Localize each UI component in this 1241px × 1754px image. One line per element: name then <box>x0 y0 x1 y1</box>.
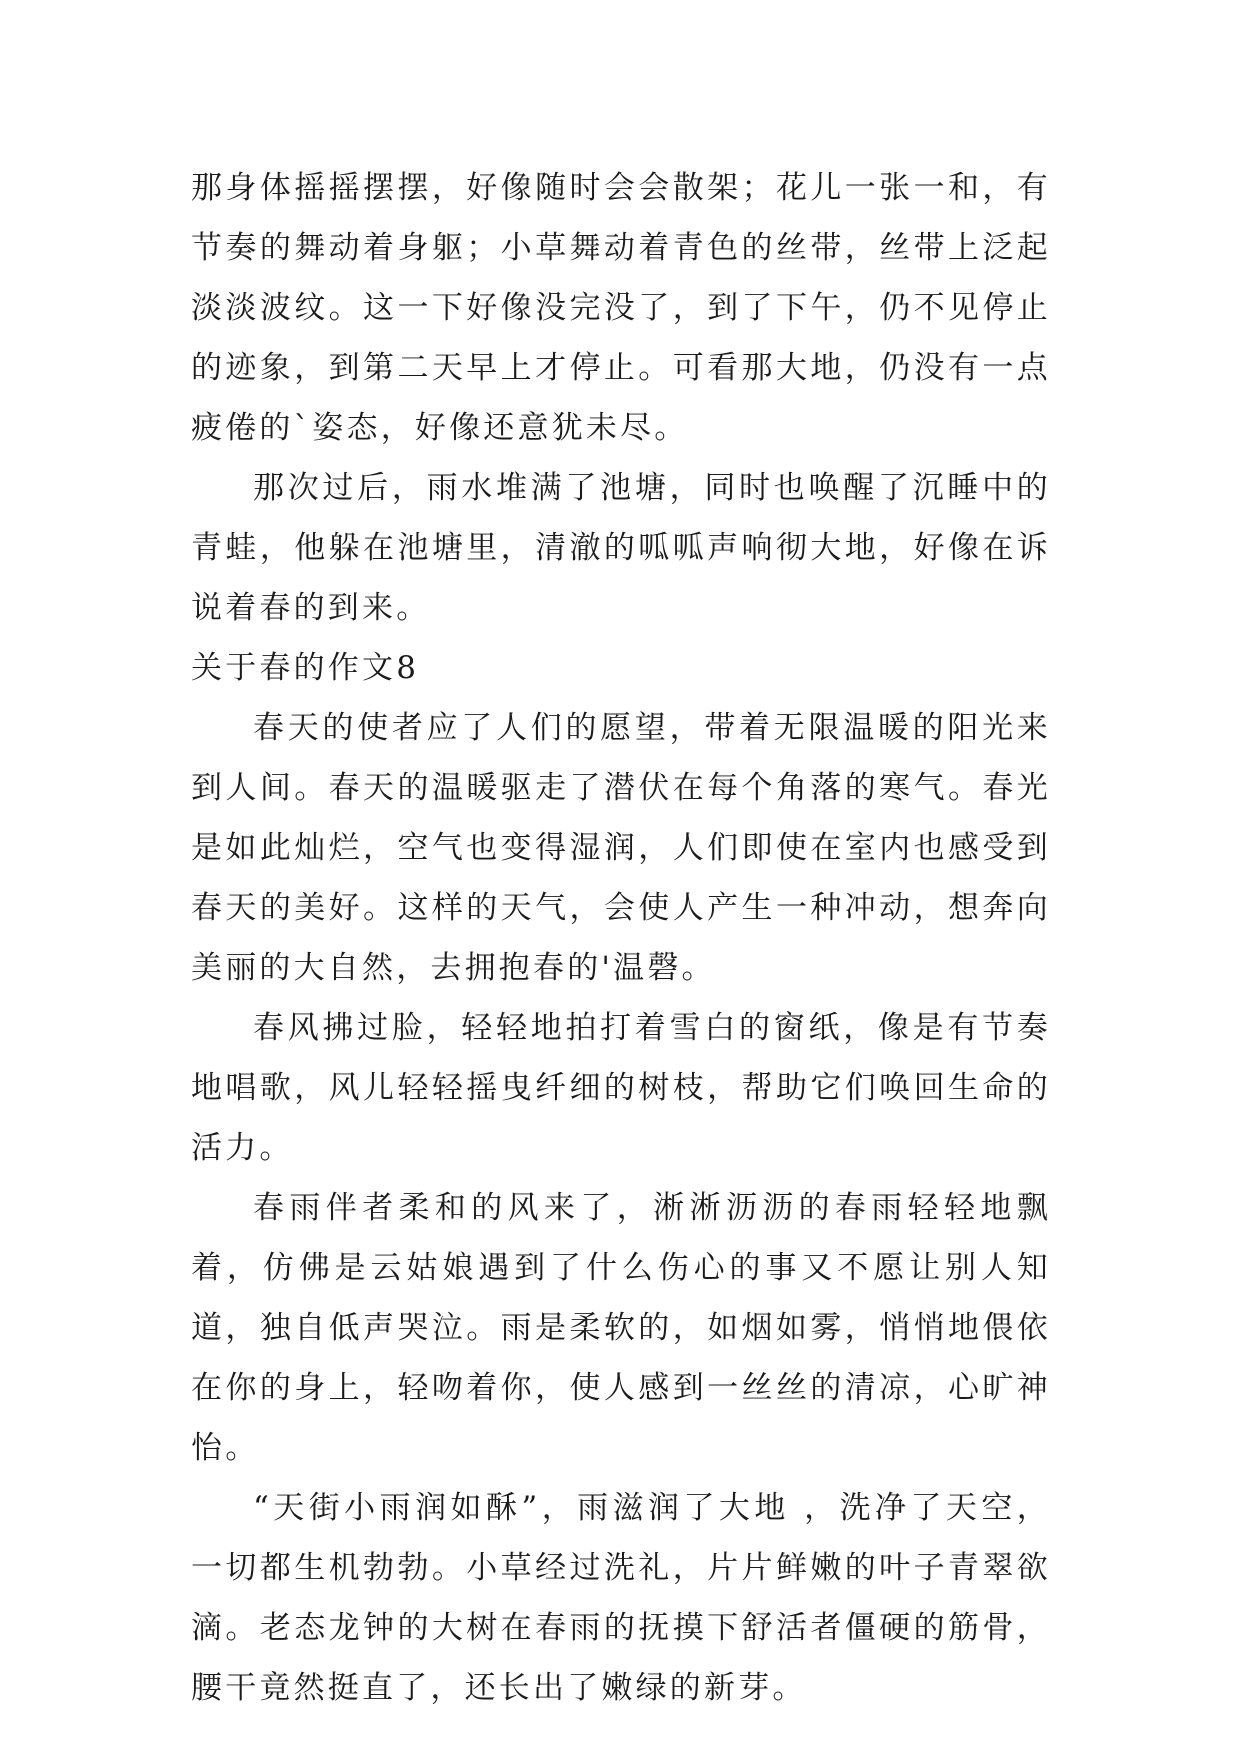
paragraph-after-rain: 那次过后，雨水堆满了池塘，同时也唤醒了沉睡中的青蛙，他躲在池塘里，清澈的呱呱声响彻大地，好像在诉说着春的到来。 <box>191 470 1051 626</box>
paragraph-spring-rain: 春雨伴者柔和的风来了，淅淅沥沥的春雨轻轻地飘着，仿佛是云姑娘遇到了什么伤心的事又不愿让别人知道，独自低声哭泣。雨是柔软的，如烟如雾，悄悄地偎依在你的身上，轻吻着你，使人感到一丝丝的清凉，心旷神怡。 <box>191 1190 1051 1466</box>
paragraph-spring-wind: 春风拂过脸，轻轻地拍打着雪白的窗纸，像是有节奏地唱歌，风儿轻轻摇曳纤细的树枝，帮助它们唤回生命的活力。 <box>191 1010 1051 1166</box>
continued-paragraph: 那身体摇摇摆摆，好像随时会会散架；花儿一张一和，有节奏的舞动着身躯；小草舞动着青色的丝带，丝带上泛起淡淡波纹。这一下好像没完没了，到了下午，仍不见停止的迹象，到第二天早上才停止。可看那大地，仍没有一点疲倦的`姿态，好像还意犹未尽。 <box>191 170 1051 446</box>
paragraph-spring-envoy: 春天的使者应了人们的愿望，带着无限温暖的阳光来到人间。春天的温暖驱走了潜伏在每个角落的寒气。春光是如此灿烂，空气也变得湿润，人们即使在室内也感受到春天的美好。这样的天气，会使人产生一种冲动，想奔向美丽的大自然，去拥抱春的'温磬。 <box>191 710 1051 986</box>
document-body <box>191 158 1051 1718</box>
paragraph-rain-nourish: “天街小雨润如酥”，雨滋润了大地 ，洗净了天空，一切都生机勃勃。小草经过洗礼，片片鲜嫩的叶子青翠欲滴。老态龙钟的大树在春雨的抚摸下舒活者僵硬的筋骨，腰干竟然挺直了，还长出了嫩绿的新芽。 <box>191 1490 1051 1706</box>
section-title: 关于春的作文8 <box>191 650 420 686</box>
